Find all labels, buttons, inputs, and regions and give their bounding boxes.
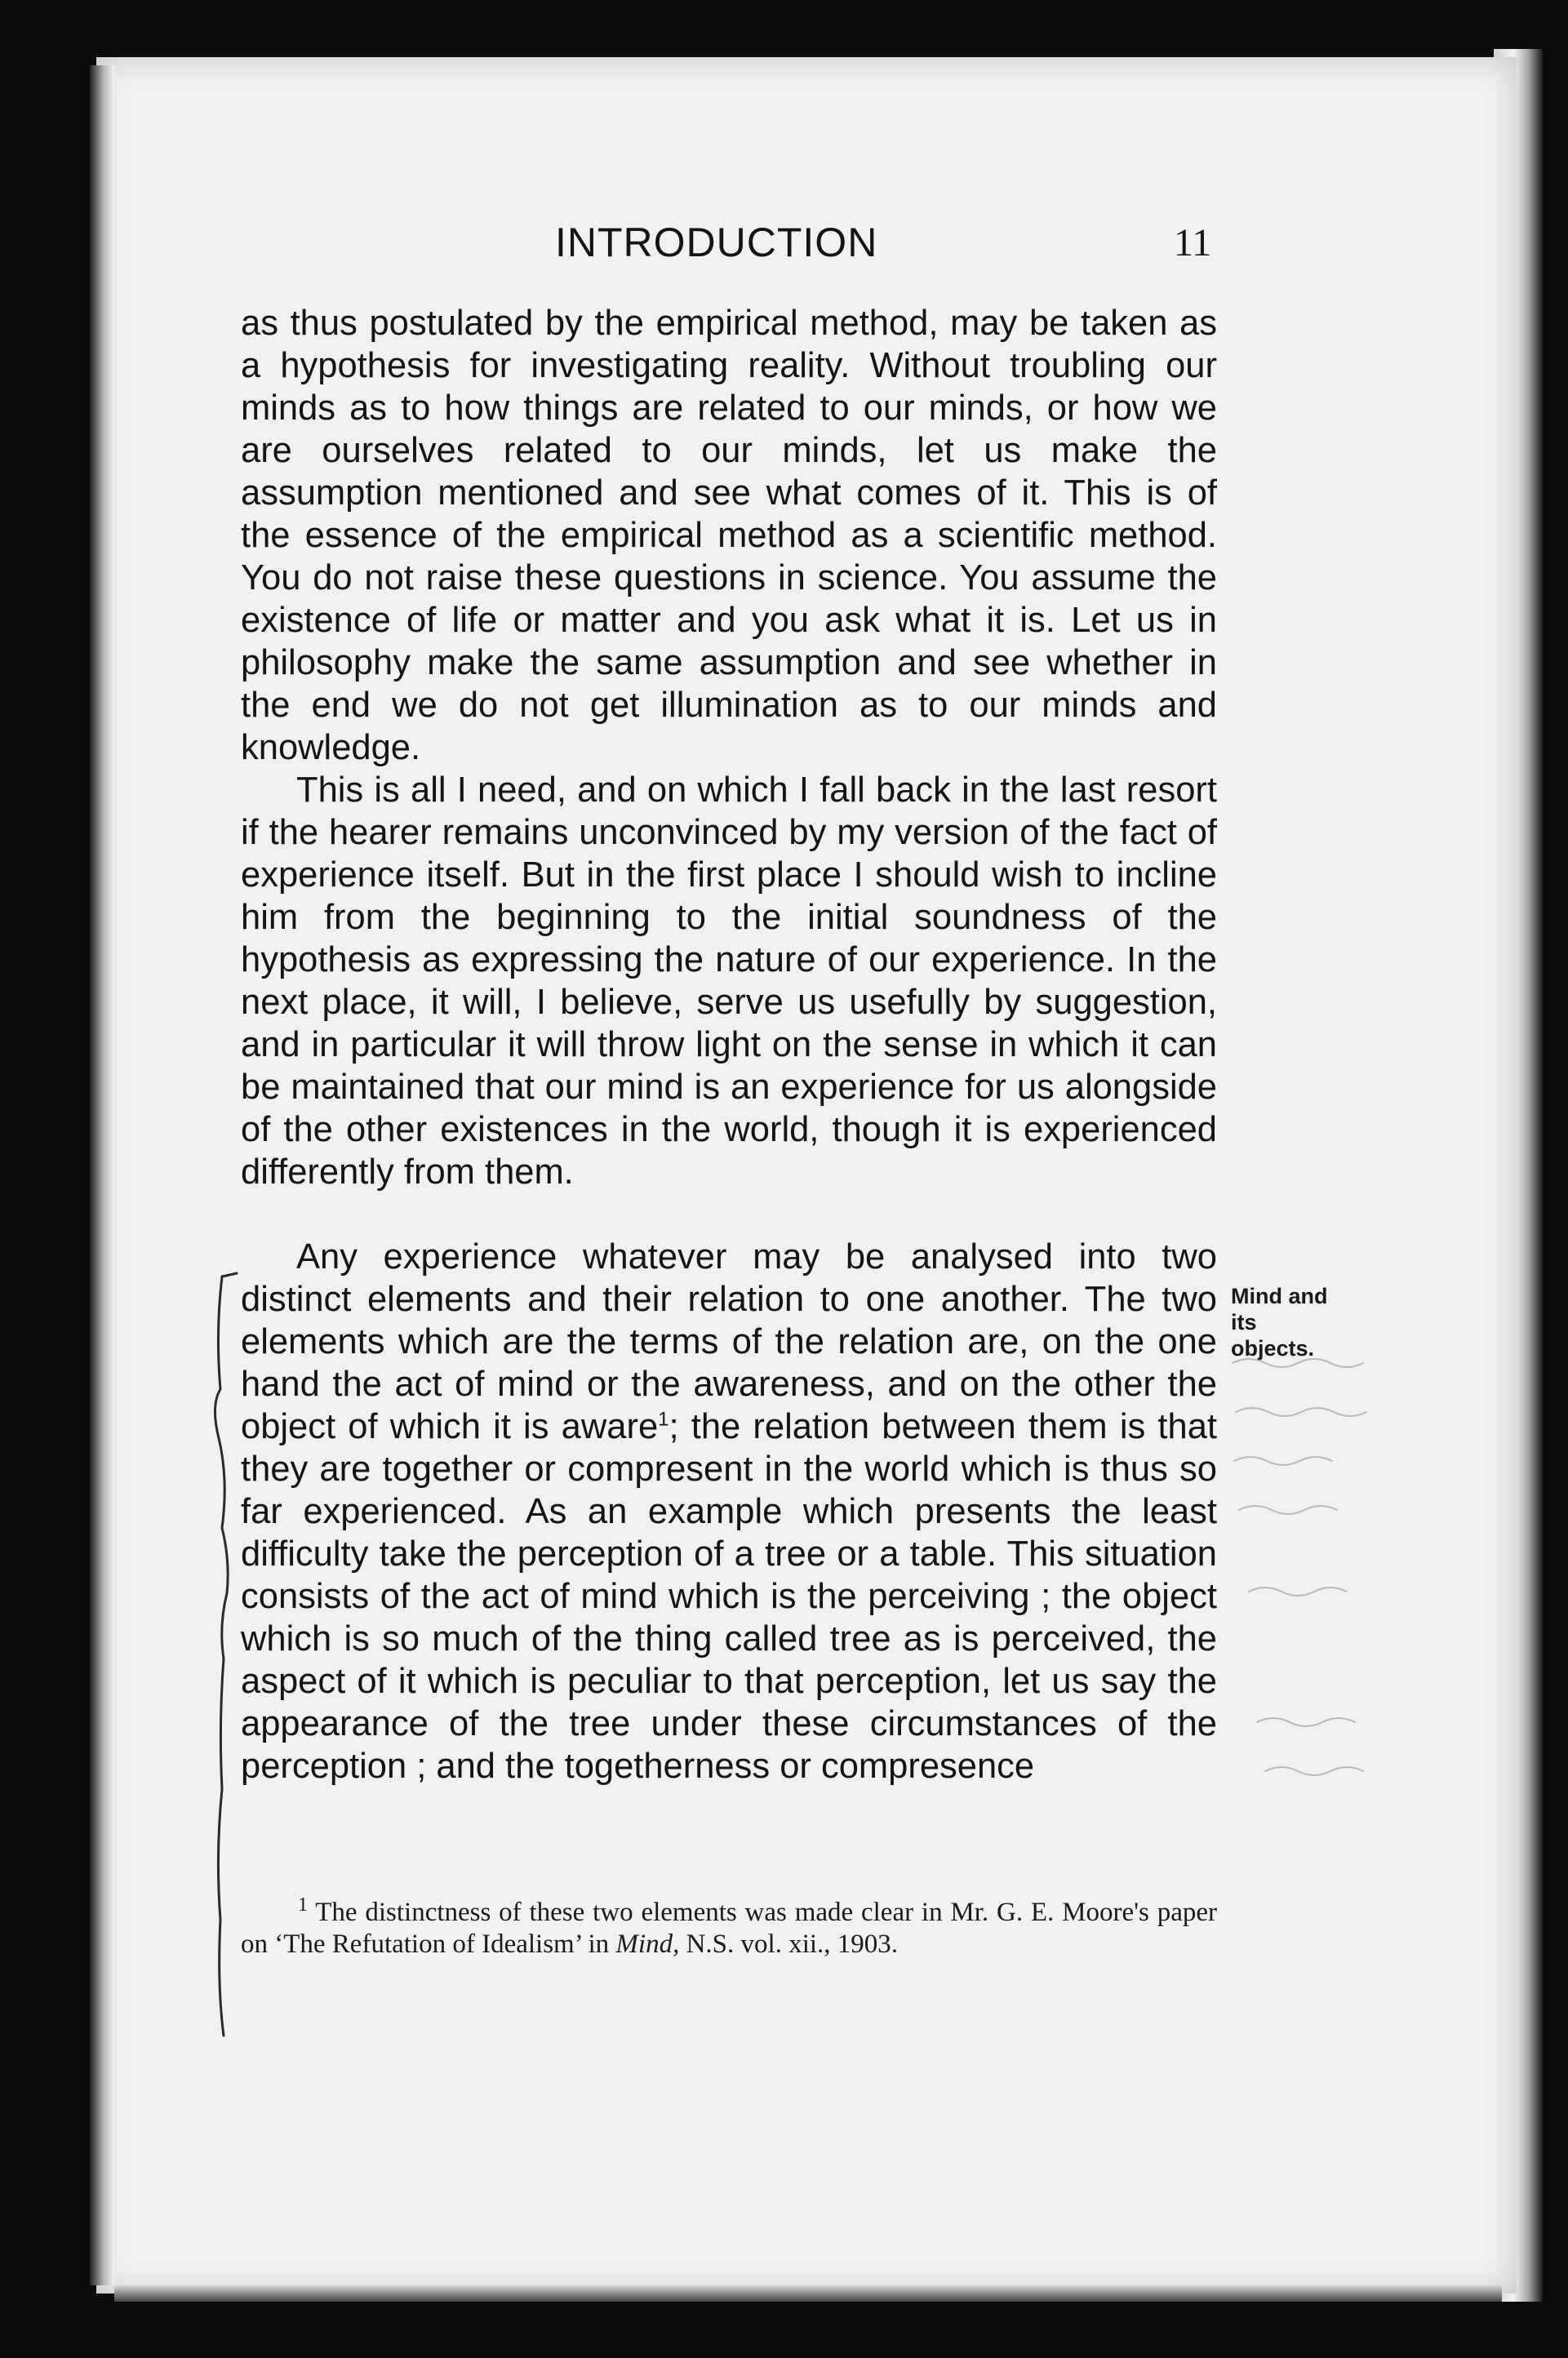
footnote-journal: Mind, <box>615 1929 680 1959</box>
page-bottom-edge <box>114 2285 1502 2302</box>
faint-pencil-annotations <box>1224 1347 1469 1804</box>
margin-note-line: Mind and <box>1231 1284 1328 1308</box>
paragraph-continued: as thus postulated by the empirical method, may be taken as a hypothesis for investigating reality. Without troubling our minds as to how things are related to our minds, or how we are ourselves related to our minds, let us make the assumption mentioned and see what comes of it. This is of the essence of the empirical method as a scientific method. You do not raise these questions in science. You assume the existence of life or matter and you ask what it is. Let us in philosophy make the same assumption and see whether in the end we do not get illumination as to our minds and knowledge. <box>241 304 1217 767</box>
footnote <box>241 1894 1218 1961</box>
paragraph-text-continued: ; the relation between them is that they are together or compresent in the world which is thus so far experienced. As an example which presents the least difficulty take the perception of a tree or a table. This situation consists of the act of mind which is the perceiving ; the object which is so much of the thing called tree as is perceived, the aspect of it which is peculiar to that perception, let us say the appearance of the tree under these circumstances of the perception ; and the togetherness or compresence <box>241 1407 1217 1786</box>
page-number: 11 <box>1174 221 1212 264</box>
footnote-reference: 1 <box>658 1408 669 1431</box>
paragraph-mind-and-objects <box>241 1236 1217 1787</box>
footnote-text-end: N.S. vol. xii., 1903. <box>679 1929 899 1959</box>
footnote-mark: 1 <box>298 1894 308 1916</box>
paragraph-text: Any experience whatever may be analysed into two distinct elements and their relation to one another. The two elements which are the terms of the relation are, on the one hand the act of mind or the awareness, and on the other the object of which it is aware <box>241 1237 1217 1446</box>
paragraph: This is all I need, and on which I fall back in the last resort if the hearer remains unconvinced by my version of the fact of experience itself. But in the first place I should wish to incline him from the beginning to the initial soundness of the hypothesis as expressing the nature of our experience. In the next place, it will, I believe, serve us usefully by suggestion, and in particular it will throw light on the sense in which it can be maintained that our mind is an experience for us alongside of the other existences in the world, though it is experienced differently from them. <box>241 770 1217 1192</box>
footnote-text: The distinctness of these two elements was made clear in Mr. G. E. Moore's paper on ‘The Refutation of Idealism’ in <box>241 1898 1218 1959</box>
running-head: INTRODUCTION <box>555 220 878 265</box>
body-text <box>241 302 1217 1787</box>
margin-note-line: its objects. <box>1231 1310 1315 1361</box>
binding-gutter <box>90 65 114 2285</box>
pencil-bracket-mark <box>206 1267 255 2042</box>
